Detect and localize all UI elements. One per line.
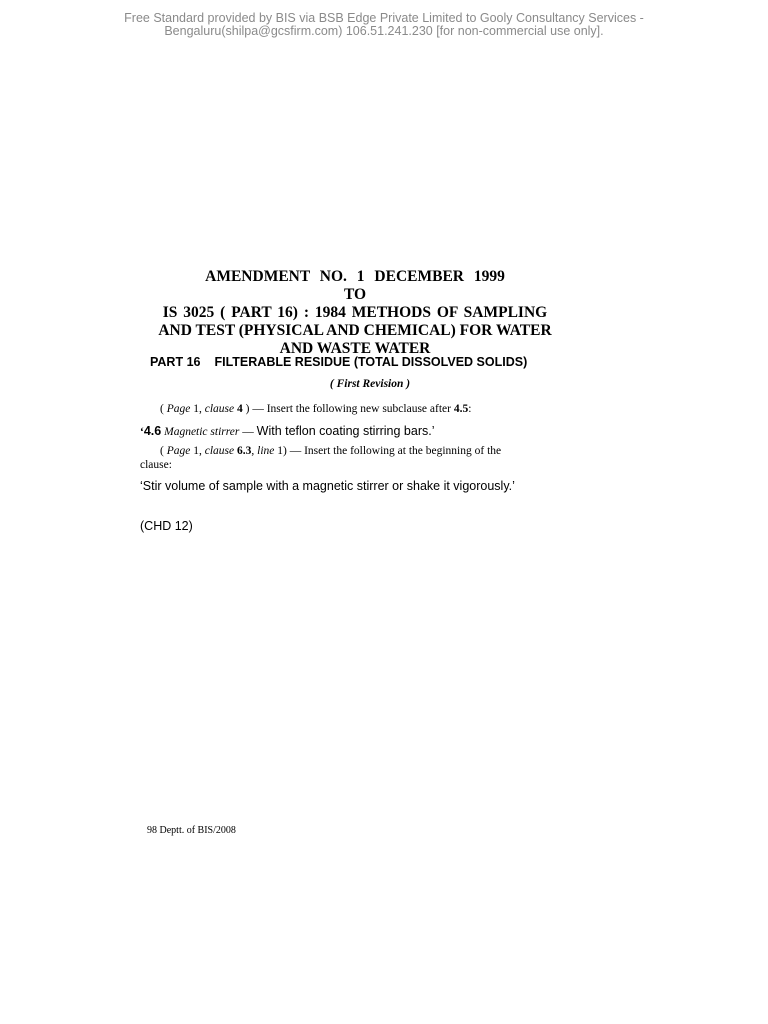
- committee-reference: (CHD 12): [140, 519, 193, 533]
- part-number: PART 16: [150, 355, 201, 369]
- footer-note: 98 Deptt. of BIS/2008: [147, 825, 236, 836]
- amendment-2: ( Page 1, clause 6.3, line 1) — Insert the following at the beginning of the: [160, 445, 502, 457]
- watermark: [0, 12, 768, 38]
- amendment-heading: [120, 268, 590, 358]
- heading-line-4: AND TEST (PHYSICAL AND CHEMICAL) FOR WATER: [158, 322, 552, 339]
- watermark-line-2: Bengaluru(shilpa@gcsfirm.com) 106.51.241.230 [for non-commercial use only].: [164, 24, 604, 38]
- amendment-1: ( Page 1, clause 4 ) — Insert the following new subclause after 4.5:: [160, 403, 472, 415]
- insertion-text: ‘Stir volume of sample with a magnetic stirrer or shake it vigorously.’: [140, 479, 515, 493]
- heading-line-2: TO: [343, 286, 367, 303]
- amendment-2-line-2: clause:: [140, 459, 172, 471]
- revision-label: ( First Revision ): [329, 378, 411, 390]
- part-title: FILTERABLE RESIDUE (TOTAL DISSOLVED SOLIDS): [214, 355, 528, 369]
- heading-line-5: AND WASTE WATER: [279, 340, 431, 357]
- heading-line-1: AMENDMENT NO. 1 DECEMBER 1999: [205, 268, 505, 285]
- watermark-line-1: Free Standard provided by BIS via BSB Edge Private Limited to Gooly Consultancy Services -: [124, 11, 644, 25]
- part-heading: [150, 355, 527, 369]
- heading-line-3: IS 3025 ( PART 16) : 1984 METHODS OF SAMPLING: [162, 304, 548, 321]
- subclause-4-6: ‘4.6 Magnetic stirrer — With teflon coating stirring bars.’: [140, 424, 435, 438]
